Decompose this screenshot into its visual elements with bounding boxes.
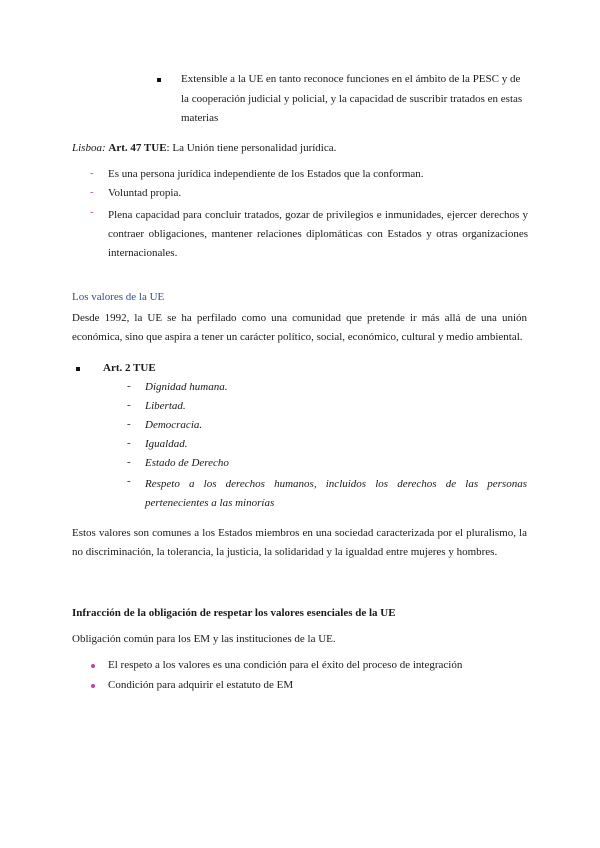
valores-item-5: Estado de Derecho (145, 457, 229, 469)
valores-closing: Estos valores son comunes a los Estados miembros en una sociedad caracterizada por el pluralismo, la no discriminación, la tolerancia, la justicia, la solidaridad y la igualdad entre mujeres y hombres. (72, 527, 527, 558)
square-bullet-icon (76, 367, 80, 371)
dash-icon: - (127, 380, 131, 392)
dash-icon: - (127, 475, 131, 487)
lisboa-line (72, 141, 336, 155)
infraccion-item-2: Condición para adquirir el estatuto de EM (108, 679, 294, 691)
dash-icon: - (127, 399, 131, 411)
dash-icon: - (127, 418, 131, 430)
lisboa-item-2: Voluntad propia. (108, 187, 182, 199)
infraccion-intro: Obligación común para los EM y las instituciones de la UE. (72, 633, 336, 645)
valores-item-2: Libertad. (145, 400, 186, 412)
pink-dash-icon: - (90, 167, 94, 179)
lisboa-article: Art. 47 TUE (108, 142, 167, 154)
valores-paragraph: Desde 1992, la UE se ha perfilado como una comunidad que pretende ir más allá de una unión económica, sino que aspira a tener un carácter político, social, económico, cultural y medio ambiental. (72, 312, 527, 343)
valores-item-1: Dignidad humana. (145, 381, 228, 393)
pink-dot-icon (91, 684, 95, 688)
valores-item-4: Igualdad. (145, 438, 188, 450)
pink-dot-icon (91, 664, 95, 668)
lisboa-item-3: Plena capacidad para concluir tratados, gozar de privilegios e inmunidades, ejercer derechos y contraer obligaciones, mantener relaciones diplomáticas con Estados y otras organizaciones internacionales. (108, 209, 528, 259)
infraccion-item-1: El respeto a los valores es una condición para el éxito del proceso de integración (108, 659, 463, 671)
valores-heading: Los valores de la UE (72, 291, 165, 303)
art2-label: Art. 2 TUE (103, 362, 156, 374)
lisboa-item-1: Es una persona jurídica independiente de los Estados que la conforman. (108, 168, 424, 180)
valores-item-3: Democracia. (145, 419, 203, 431)
pink-dash-icon: - (90, 206, 94, 218)
pink-dash-icon: - (90, 186, 94, 198)
valores-item-6: Respeto a los derechos humanos, incluidos los derechos de las personas pertenecientes a las minorías (145, 478, 527, 509)
lisboa-prefix: Lisboa: (72, 142, 106, 154)
lisboa-rest: : La Unión tiene personalidad jurídica. (166, 142, 337, 154)
dash-icon: - (127, 456, 131, 468)
dash-icon: - (127, 437, 131, 449)
infraccion-heading: Infracción de la obligación de respetar los valores esenciales de la UE (72, 607, 396, 619)
square-bullet-icon (157, 78, 161, 82)
top-bullet-line-3: materias (181, 112, 219, 124)
top-bullet-line-2: la cooperación judicial y policial, y la capacidad de suscribir tratados en estas (181, 93, 523, 105)
top-bullet-line-1: Extensible a la UE en tanto reconoce funciones en el ámbito de la PESC y de (181, 73, 521, 85)
